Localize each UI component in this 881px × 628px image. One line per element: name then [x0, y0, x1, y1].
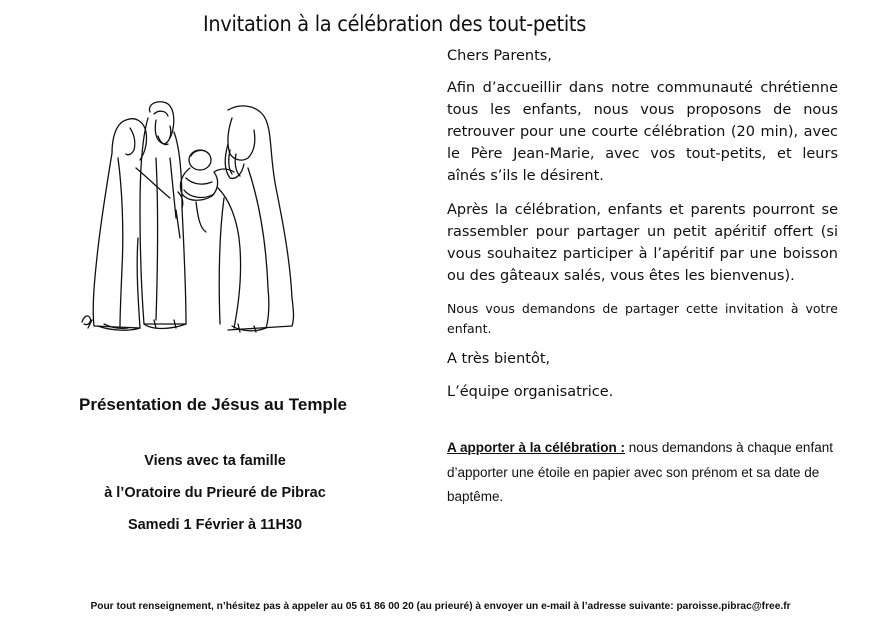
bring-text: nous demandons à chaque enfant d’apporter une étoile en papier avec son prénom et sa date de baptême. — [447, 440, 833, 504]
invite-date: Samedi 1 Février à 11H30 — [127, 517, 303, 533]
letter-paragraph-2: Après la célébration, enfants et parents pourront se rassembler pour partager un petit apéritif offert (si vous souhaitez participer à l’apéritif par une boisson ou des gâteaux salés, vous êtes les bienvenus). — [447, 202, 838, 284]
presentation-in-temple-drawing — [78, 98, 328, 348]
letter-greeting: Chers Parents, — [447, 48, 552, 64]
invite-line-1: Viens avec ta famille — [144, 453, 286, 469]
bring-label: A apporter à la célébration : — [447, 440, 626, 455]
presentation-heading: Présentation de Jésus au Temple — [79, 395, 347, 414]
letter-closing: A très bientôt, — [447, 351, 551, 367]
letter-paragraph-1: Afin d’accueillir dans notre communauté chrétienne tous les enfants, nous vous proposons de nous retrouver pour une courte célébration (20 min), avec le Père Jean-Marie, avec vos tout-petits, et leurs aînés s’ils le désirent. — [447, 80, 838, 184]
contact-footer: Pour tout renseignement, n’hésitez pas à appeler au 05 61 86 00 20 (au prieuré) à envoyer un e-mail à l’adresse suivante: paroisse.pibrac@free.fr — [90, 601, 791, 612]
letter-paragraph-3: Nous vous demandons de partager cette invitation à votre enfant. — [447, 301, 838, 336]
page-title: Invitation à la célébration des tout-petits — [203, 12, 587, 36]
bring-note — [447, 436, 838, 510]
invite-line-2: à l’Oratoire du Prieuré de Pibrac — [104, 485, 326, 501]
letter-signature: L’équipe organisatrice. — [447, 384, 614, 400]
